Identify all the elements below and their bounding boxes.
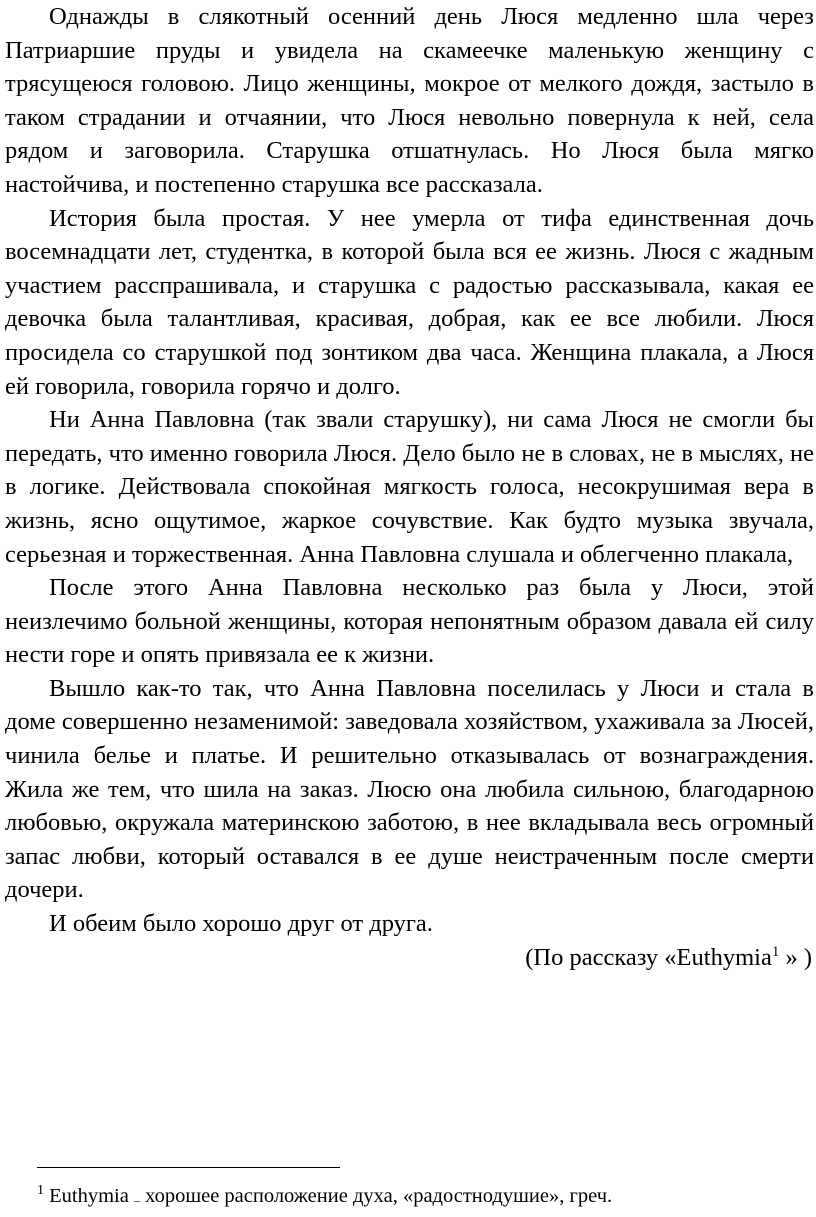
paragraph-4: После этого Анна Павловна несколько раз была у Люси, этой неизлечимо больной женщины, которая непонятным образом давала ей силу нести горе и опять привязала ее к жизни. bbox=[5, 574, 814, 669]
source-prefix: (По рассказу «Euthymia bbox=[525, 943, 772, 971]
paragraph-3: Ни Анна Павловна (так звали старушку), ни сама Люся не смогли бы передать, что именно говорила Люся. Дело было не в словах, не в мыслях, не в логике. Действовала спокойная мягкость голоса, несокрушимая вера в жизнь, ясно ощутимое, жаркое сочувствие. Как будто музыка звучала, серьезная и торжественная. Анна Павловна слушала и облегченно плакала, bbox=[5, 406, 814, 568]
source-suffix: » ) bbox=[779, 943, 812, 971]
footnote-text: хорошее расположение духа, «радостнодушие», греч. bbox=[139, 1185, 613, 1207]
footnote bbox=[37, 1183, 612, 1213]
paragraph-1: Однажды в слякотный осенний день Люся медленно шла через Патриаршие пруды и увидела на скамеечке маленькую женщину с трясущеюся головою. Лицо женщины, мокрое от мелкого дождя, застыло в таком страдании и отчаянии, что Люся невольно повернула к ней, села рядом и заговорила. Старушка отшатнулась. Но Люся была мягко настойчива, и постепенно старушка все рассказала. bbox=[5, 3, 814, 198]
footnote-reference: 1 bbox=[771, 943, 780, 960]
footnote-separator bbox=[37, 1167, 340, 1168]
paragraph-6: И обеим было хорошо друг от друга. bbox=[49, 910, 433, 938]
footnote-term: Euthymia bbox=[44, 1185, 134, 1207]
paragraph-5: Вышло как-то так, что Анна Павловна поселилась у Люси и стала в доме совершенно незаменимой: заведовала хозяйством, ухаживала за Люсей, чинила белье и платье. И решительно отказывалась от вознаграждения. Жила же тем, что шила на заказ. Люсю она любила сильною, благодарною любовью, окружала материнскою заботою, в нее вкладывала весь огромный запас любви, который оставался в ее душе неистраченным после смерти дочери. bbox=[5, 674, 814, 904]
footnote-dash: – bbox=[133, 1193, 140, 1207]
paragraph-2: История была простая. У нее умерла от тифа единственная дочь восемнадцати лет, студентка, в которой была вся ее жизнь. Люся с жадным участием расспрашивала, и старушка с радостью рассказывала, какая ее девочка была талантливая, красивая, добрая, как ее все любили. Люся просидела со старушкой под зонтиком два часа. Женщина плакала, а Люся ей говорила, говорила горячо и долго. bbox=[5, 204, 814, 400]
document-page bbox=[5, 0, 814, 974]
story-text bbox=[5, 0, 814, 941]
footnote-marker: 1 bbox=[37, 1183, 44, 1199]
source-attribution bbox=[5, 941, 814, 975]
